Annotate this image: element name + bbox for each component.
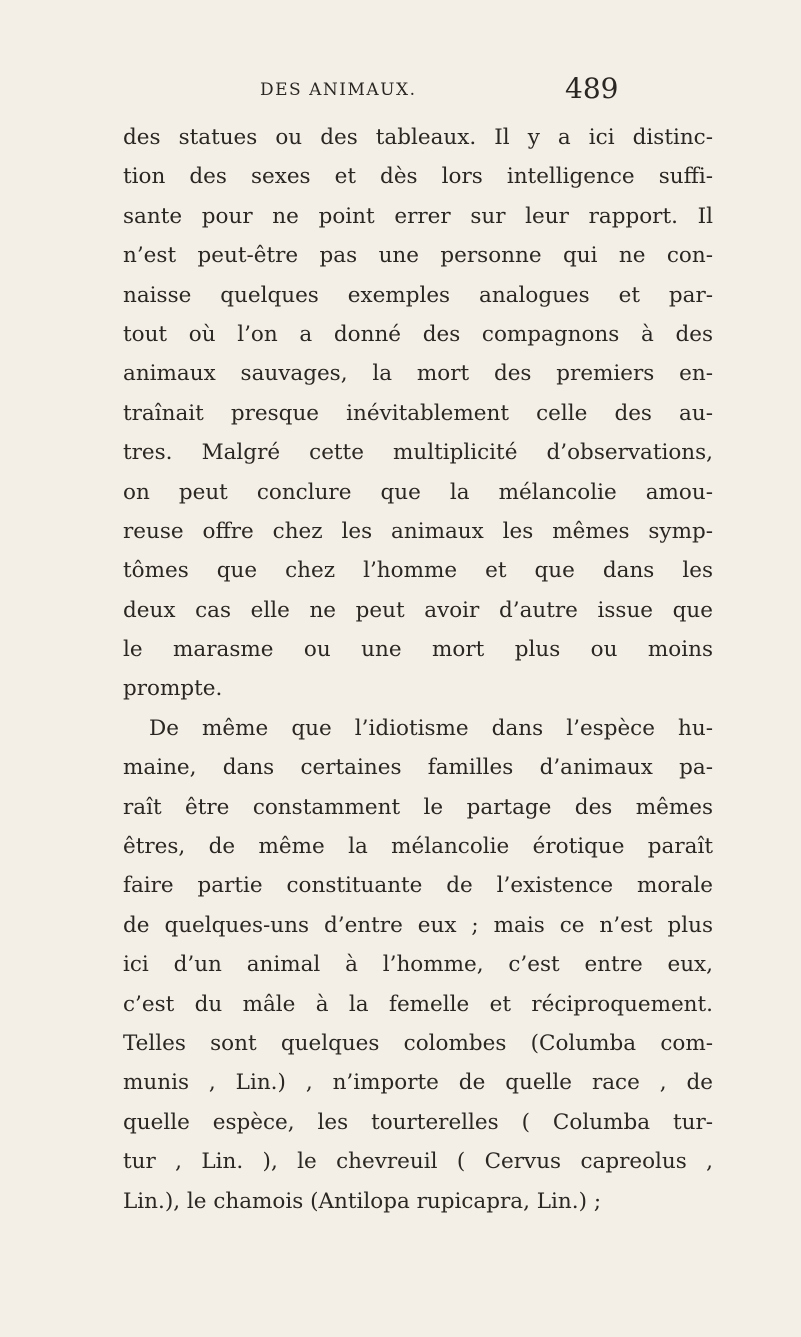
text-line: tion des sexes et dès lors intelligence suffi-: [123, 164, 713, 190]
text-line: prompte.: [123, 676, 223, 702]
text-line: des statues ou des tableaux. Il y a ici distinc-: [123, 125, 713, 150]
text-line: De même que l’idiotisme dans l’espèce hu-: [149, 715, 713, 741]
text-line: n’est peut-être pas une personne qui ne con-: [123, 243, 713, 269]
text-line: traînait presque inévitablement celle des au-: [123, 400, 713, 426]
text-line: tout où l’on a donné des compagnons à des: [123, 321, 713, 347]
body-text: [123, 118, 713, 1221]
text-line: munis , Lin.) , n’importe de quelle race , de: [123, 1070, 713, 1096]
text-line: de quelques-uns d’entre eux ; mais ce n’est plus: [123, 912, 713, 938]
text-line: sante pour ne point errer sur leur rapport. Il: [123, 203, 713, 229]
text-line: ici d’un animal à l’homme, c’est entre eux,: [123, 952, 713, 978]
text-line: êtres, de même la mélancolie érotique paraît: [123, 834, 713, 860]
text-line: Telles sont quelques colombes (Columba com-: [123, 1030, 713, 1056]
text-line: quelle espèce, les tourterelles ( Columba tur-: [123, 1109, 713, 1135]
text-line: maine, dans certaines familles d’animaux pa-: [123, 755, 713, 781]
text-line: on peut conclure que la mélancolie amou-: [123, 479, 713, 505]
text-line: tres. Malgré cette multiplicité d’observations,: [123, 440, 713, 466]
text-line: raît être constamment le partage des mêmes: [123, 794, 713, 820]
text-line: reuse offre chez les animaux les mêmes symp-: [123, 518, 713, 544]
text-line: Lin.), le chamois (Antilopa rupicapra, Lin.) ;: [123, 1188, 602, 1214]
text-line: faire partie constituante de l’existence morale: [123, 873, 713, 899]
text-line: naisse quelques exemples analogues et par-: [123, 282, 713, 308]
text-line: deux cas elle ne peut avoir d’autre issue que: [123, 597, 713, 623]
running-title: DES ANIMAUX.: [260, 80, 417, 100]
text-line: c’est du mâle à la femelle et réciproquement.: [123, 991, 713, 1017]
text-line: le marasme ou une mort plus ou moins: [123, 637, 713, 663]
text-line: tômes que chez l’homme et que dans les: [123, 558, 713, 584]
text-line: tur , Lin. ), le chevreuil ( Cervus capreolus ,: [123, 1149, 713, 1175]
text-line: animaux sauvages, la mort des premiers en-: [123, 361, 713, 387]
page-number: 489: [565, 72, 619, 105]
